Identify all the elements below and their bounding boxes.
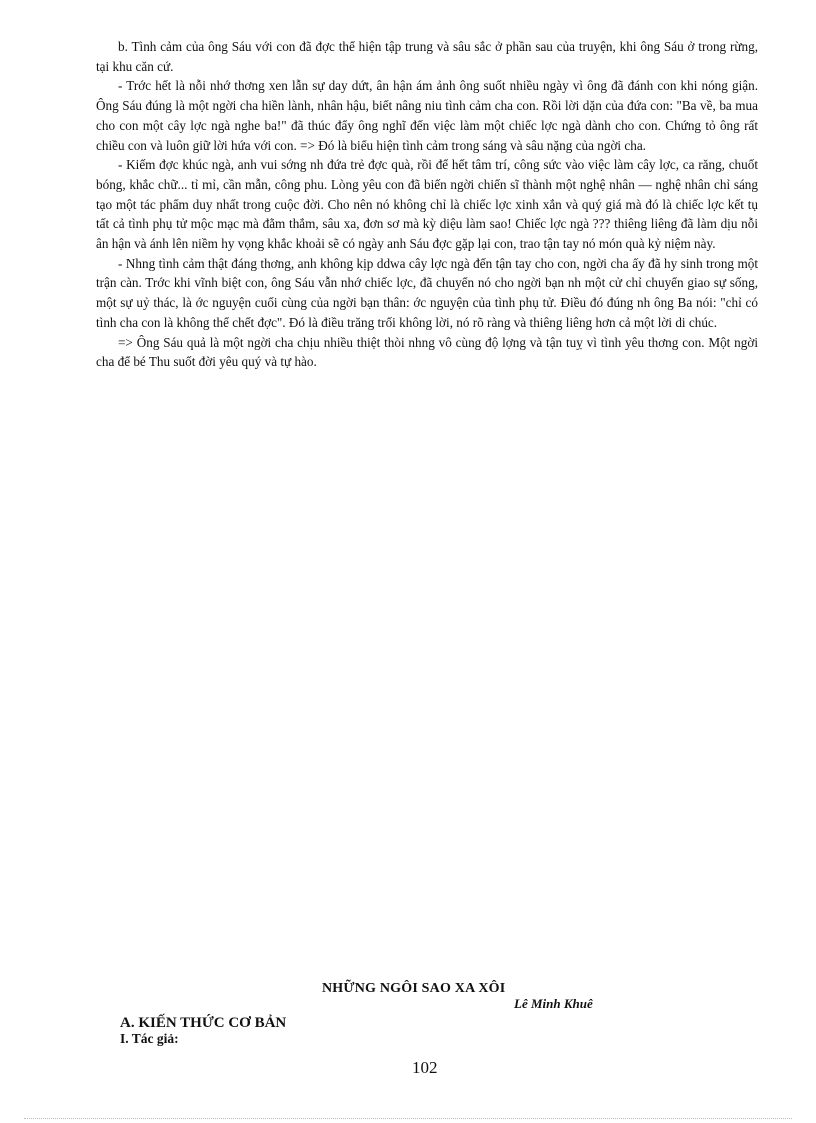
page-divider bbox=[24, 1118, 792, 1119]
author-name: Lê Minh Khuê bbox=[514, 996, 593, 1011]
body-text bbox=[96, 37, 758, 372]
paragraph-conclusion: => Ông Sáu quả là một ngời cha chịu nhiều thiệt thòi nhng vô cùng độ lợng và tận tuỵ vì tình yêu thơng con. Một ngời cha để bé Thu suốt đời yêu quý và tự hào. bbox=[96, 334, 758, 370]
work-title: NHỮNG NGÔI SAO XA XÔI bbox=[322, 981, 506, 996]
paragraph-longing: - Trớc hết là nỗi nhớ thơng xen lẫn sự day dứt, ân hận ám ảnh ông suốt nhiều ngày vì ông đã đánh con khi nóng giận. Ông Sáu đúng là một ngời cha hiền lành, nhân hậu, biết nâng niu tình cảm cha con. Rồi lời dặn của đứa con: "Ba về, ba mua cho con một cây lợc ngà nghe ba!" đã thúc đẩy ông nghĩ đến việc làm một chiếc lợc ngà dành cho con. Chứng tỏ ông rất chiều con và luôn giữ lời hứa với con. => Đó là biểu hiện tình cảm trong sáng và sâu nặng của ngời cha. bbox=[96, 78, 758, 153]
section-heading: A. KIẾN THỨC CƠ BẢN bbox=[120, 1015, 287, 1031]
paragraph-intro: b. Tình cảm của ông Sáu với con đã đợc thể hiện tập trung và sâu sắc ở phần sau của truyện, khi ông Sáu ở trong rừng, tại khu căn cứ. bbox=[96, 39, 758, 74]
subsection-heading: I. Tác giả: bbox=[120, 1031, 179, 1046]
page-number: 102 bbox=[412, 1058, 438, 1077]
paragraph-sacrifice: - Nhng tình cảm thật đáng thơng, anh không kịp ddwa cây lợc ngà đến tận tay cho con, ngời cha ấy đã hy sinh trong một trận càn. Trớc khi vĩnh biệt con, ông Sáu vẫn nhớ chiếc lợc, đã chuyển nó cho ngời bạn nh một cử chỉ chuyển giao sự sống, một sự uỷ thác, là ớc nguyện cuối cùng của ngời bạn thân: ớc nguyện của tình phụ tử. Điều đó đúng nh ông Ba nói: "chỉ có tình cha con là không thể chết đợc". Đó là điều trăng trối không lời, nó rõ ràng và thiêng liêng hơn cả một lời di chúc. bbox=[96, 255, 758, 330]
paragraph-ivory-comb: - Kiếm đợc khúc ngà, anh vui sớng nh đứa trẻ đợc quà, rồi để hết tâm trí, công sức vào việc làm cây lợc, ca răng, chuốt bóng, khắc chữ... tỉ mỉ, cần mẫn, công phu. Lòng yêu con đã biến ngời chiến sĩ thành một nghệ nhân — nghệ nhân chỉ sáng tạo một tác phẩm duy nhất trong cuộc đời. Cho nên nó không chỉ là chiếc lợc xinh xắn và quý giá mà đó là chiếc lợc kết tụ tất cả tình phụ tử mộc mạc mà đằm thắm, sâu xa, đơn sơ mà kỳ diệu làm sao! Chiếc lợc ngà ??? thiêng liêng đã làm dịu nỗi ân hận và ánh lên niềm hy vọng khắc khoải sẽ có ngày anh Sáu đợc gặp lại con, trao tận tay nó món quà kỷ niệm này. bbox=[96, 157, 758, 252]
